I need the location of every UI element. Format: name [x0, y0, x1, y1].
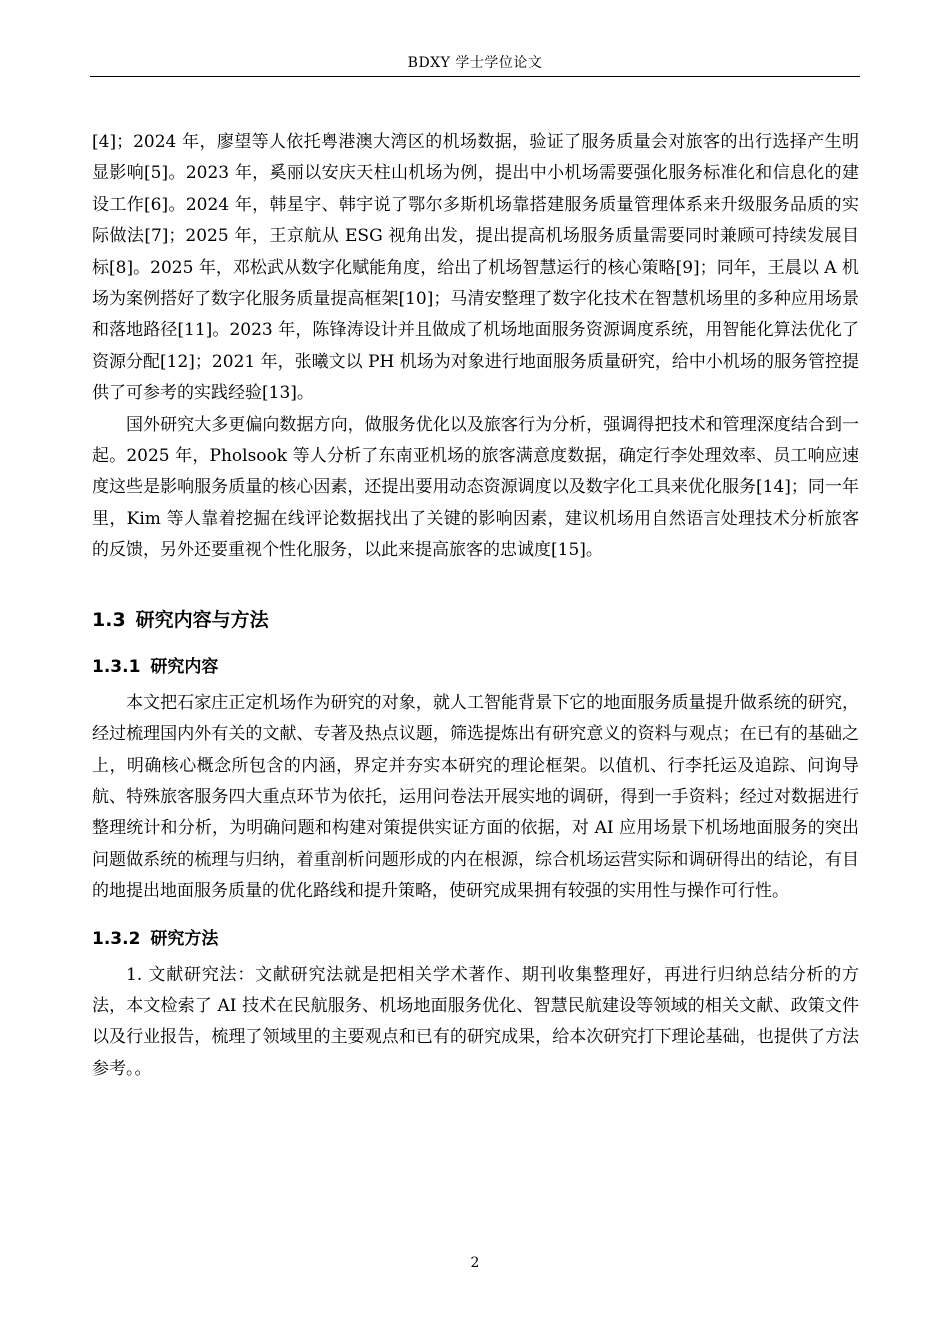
subsection-number: 1.3.2 — [92, 928, 141, 949]
subsection-heading-1-3-2 — [92, 926, 859, 952]
subsection-title: 研究方法 — [150, 928, 219, 949]
section-title: 研究内容与方法 — [135, 608, 269, 631]
running-header: BDXY 学士学位论文 — [407, 55, 543, 71]
paragraph-research-content: 本文把石家庄正定机场作为研究的对象，就人工智能背景下它的地面服务质量提升做系统的研究，经过梳理国内外有关的文献、专著及热点议题，筛选提炼出有研究意义的资料与观点；在已有的基础之上，明确核心概念所包含的内涵，界定并夯实本研究的理论框架。以值机、行李托运及追踪、问询导航、特殊旅客服务四大重点环节为依托，运用问卷法开展实地的调研，得到一手资料；经过对数据进行整理统计和分析，为明确问题和构建对策提供实证方面的依据，对 AI 应用场景下机场地面服务的突出问题做系统的梳理与归纳，着重剖析问题形成的内在根源，综合机场运营实际和调研得出的结论，有目的地提出地面服务质量的优化路线和提升策略，使研究成果拥有较强的实用性与操作可行性。 — [92, 692, 859, 902]
page-number: 2 — [470, 1255, 480, 1271]
header-rule — [90, 76, 860, 77]
section-number: 1.3 — [92, 608, 126, 631]
body-text — [92, 127, 859, 1085]
paragraph-domestic-research-continued: [4]；2024 年，廖望等人依托粤港澳大湾区的机场数据，验证了服务质量会对旅客的出行选择产生明显影响[5]。2023 年，奚丽以安庆天柱山机场为例，提出中小机场需要强化服务标准化和信息化的建设工作[6]。2024 年，韩星宇、韩宇说了鄂尔多斯机场靠搭建服务质量管理体系来升级服务品质的实际做法[7]；2025 年，王京航从 ESG 视角出发，提出提高机场服务质量需要同时兼顾可持续发展目标[8]。2025 年，邓松武从数字化赋能角度，给出了机场智慧运行的核心策略[9]；同年，王晨以 A 机场为案例搭好了数字化服务质量提高框架[10]；马清安整理了数字化技术在智慧机场里的多种应用场景和落地路径[11]。2023 年，陈锋涛设计并且做成了机场地面服务资源调度系统，用智能化算法优化了资源分配[12]；2021 年，张曦文以 PH 机场为对象进行地面服务质量研究，给中小机场的服务管控提供了可参考的实践经验[13]。 — [92, 132, 859, 404]
paragraph-research-methods-literature: 1. 文献研究法：文献研究法就是把相关学术著作、期刊收集整理好，再进行归纳总结分析的方法，本文检索了 AI 技术在民航服务、机场地面服务优化、智慧民航建设等领域的相关文献、政策文件以及行业报告，梳理了领域里的主要观点和已有的研究成果，给本次研究打下理论基础，也提供了方法参考。。 — [92, 964, 859, 1079]
subsection-title: 研究内容 — [150, 656, 219, 677]
section-heading-1-3 — [92, 606, 859, 634]
subsection-heading-1-3-1 — [92, 654, 859, 680]
subsection-number: 1.3.1 — [92, 656, 141, 677]
paragraph-foreign-research: 国外研究大多更偏向数据方向，做服务优化以及旅客行为分析，强调得把技术和管理深度结合到一起。2025 年，Pholsook 等人分析了东南亚机场的旅客满意度数据，确定行李处理效率、员工响应速度这些是影响服务质量的核心因素，还提出要用动态资源调度以及数字化工具来优化服务[14]；同一年里，Kim 等人靠着挖掘在线评论数据找出了关键的影响因素，建议机场用自然语言处理技术分析旅客的反馈，另外还要重视个性化服务，以此来提高旅客的忠诚度[15]。 — [92, 414, 859, 561]
